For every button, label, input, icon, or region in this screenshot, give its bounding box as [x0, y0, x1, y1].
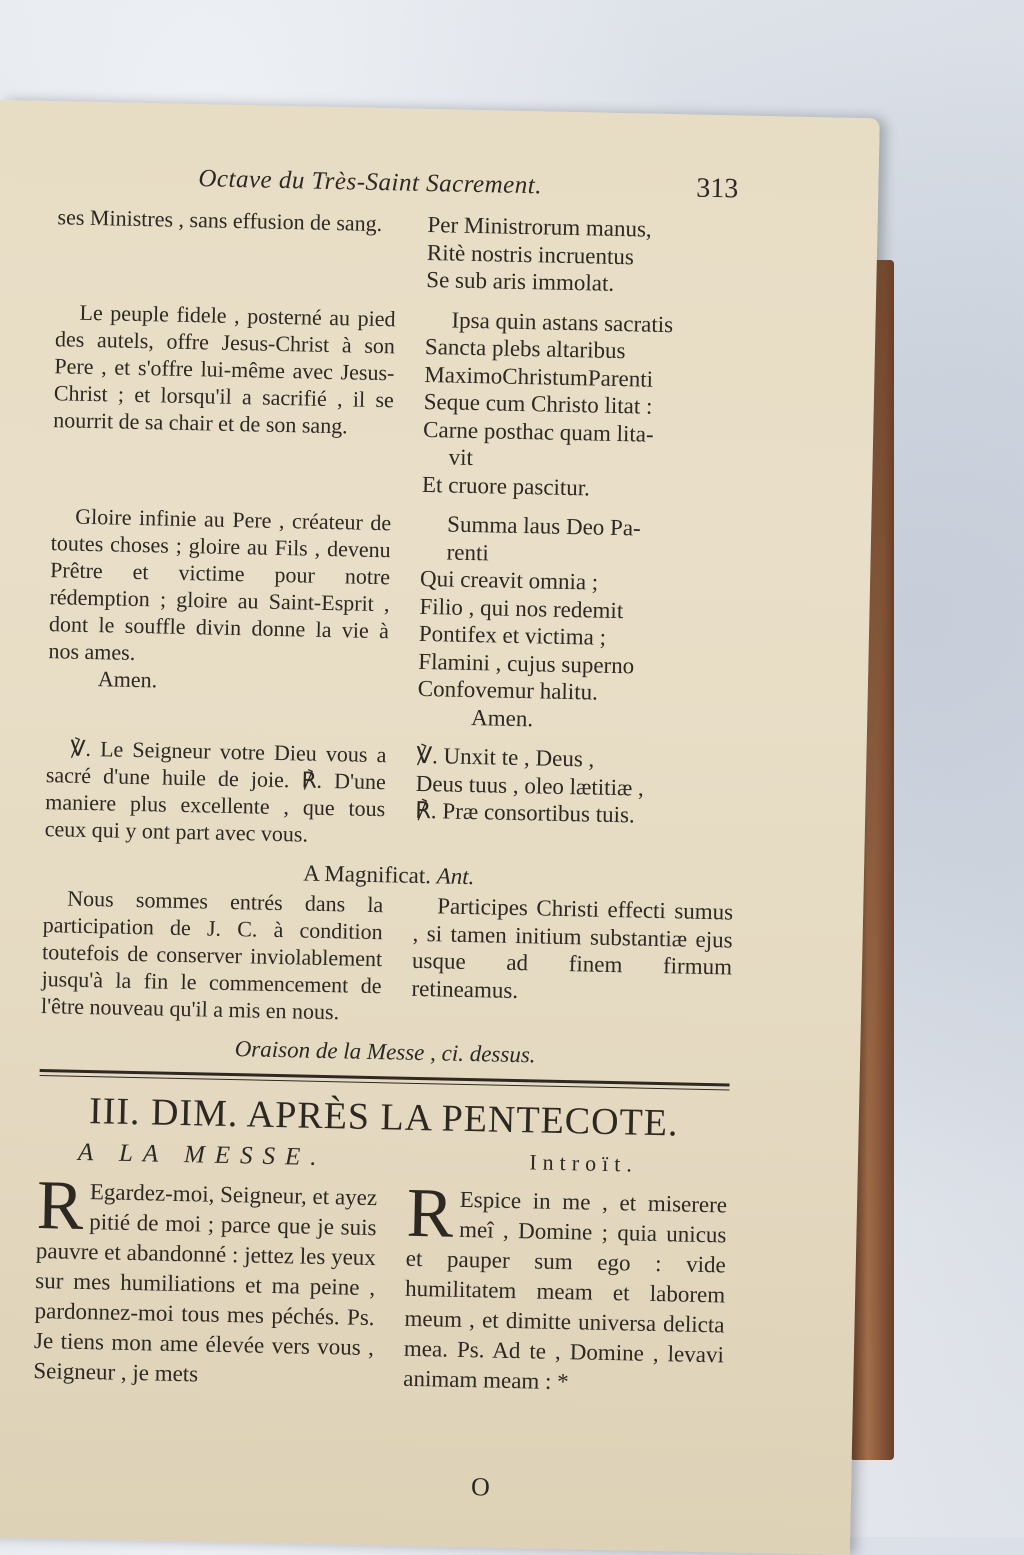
french-text: Le peuple fidele , posterné au pied des autels, offre Jesus-Christ à son Pere , et s'offre lui-même avec Jesus-Christ ; et lorsqu'il a sacrifié , il se nourrit de sa chair et de son sang. [53, 299, 396, 438]
french-text: ses Ministres , sans effusion de sang. [57, 204, 383, 237]
latin-column [411, 892, 734, 1034]
latin-column [414, 742, 736, 857]
latin-line: Ritè nostris incruentus [426, 239, 635, 269]
antiphon-label: Ant. [436, 863, 475, 890]
text-columns [33, 203, 748, 1412]
magnificat-label: A Magnificat. [303, 860, 432, 889]
latin-text: Espice in me , et miserere meî , Domine ; quia unicus et pauper sum ego : vide humilitatem meam et laborem meum , et dimitte universa delicta mea. Ps. Ad te , Domine , levavi animam meam : * [403, 1186, 728, 1395]
latin-line: Qui creavit omnia ; [419, 565, 599, 595]
verse-pair-3 [47, 502, 741, 736]
latin-amen: Amen. [470, 704, 534, 731]
french-amen: Amen. [97, 666, 158, 693]
french-text: Nous sommes entrés dans la participation de J. C. à condition toutefois de conserver inviolablement jusqu'à la fin le commencement de l'être nouveau qu'il a mis en nous. [40, 885, 384, 1025]
subheadings [38, 1138, 728, 1180]
latin-line: Sancta plebs altaribus [424, 333, 626, 364]
latin-line: Ipsa quin astans sacratis [451, 307, 674, 337]
drop-cap: R [405, 1174, 455, 1253]
latin-line: Et cruore pascitur. [421, 471, 591, 500]
page-number: 313 [695, 172, 739, 205]
latin-line: Flamini , cujus superno [418, 648, 635, 678]
running-head [198, 162, 739, 205]
latin-line: Filio , qui nos redemit [419, 593, 624, 623]
french-column [44, 734, 386, 849]
verse-pair-2 [52, 298, 746, 505]
latin-text: Participes Christi effecti sumus , si tamen initium substantiæ ejus usque ad finem firmum retineamus. [411, 893, 734, 1003]
verse-pair-4 [44, 734, 736, 856]
running-title: Octave du Très-Saint Sacrement. [198, 165, 543, 200]
latin-column [403, 1174, 728, 1401]
latin-line: MaximoChristumParenti [424, 361, 654, 392]
latin-line: ℟. Præ consortibus tuis. [414, 797, 635, 828]
latin-line: vit [448, 444, 474, 470]
latin-line: Se sub aris immolat. [426, 266, 615, 296]
french-column [52, 298, 396, 498]
oraison-line: Oraison de la Messe , ci. dessus. [234, 1036, 536, 1068]
latin-line: renti [446, 538, 490, 565]
latin-line: ℣. Unxit te , Deus , [416, 742, 595, 772]
latin-line: Summa laus Deo Pa- [446, 511, 642, 541]
latin-line: Carne posthac quam lita- [422, 416, 654, 447]
french-column [47, 502, 392, 729]
french-text: Egardez-moi, Seigneur, et ayez pitié de moi ; parce que je suis pauvre et abandonné : jettez les yeux sur mes humiliations et ma peine , pardonnez-moi tous mes péchés. Ps. Je tiens mon ame élevée vers vous , Seigneur , je mets [33, 1179, 378, 1387]
french-text: ℣. Le Seigneur votre Dieu vous a sacré d'une huile de joie. ℟. D'une maniere plus excellente , que tous ceux qui y ont part avec vous. [44, 735, 387, 847]
french-text: Gloire infinie au Pere , créateur de toutes choses ; gloire au Fils , devenu Prêtre et victime pour notre rédemption ; gloire au Saint-Esprit , dont le souffle divin donne la vie à nos ames. [48, 503, 392, 665]
drop-cap: R [36, 1167, 85, 1245]
sunday-title: III. DIM. APRÈS LA PENTECOTE. [88, 1090, 679, 1145]
french-column [33, 1167, 378, 1393]
latin-column [426, 211, 748, 300]
latin-column [417, 510, 742, 737]
french-column [56, 203, 398, 293]
verse-pair-1 [56, 203, 748, 300]
french-column [41, 884, 384, 1026]
latin-line: Seque cum Christo litat : [423, 388, 653, 419]
latin-line: Confovemur halitu. [417, 675, 599, 705]
latin-line: Pontifex et victima ; [418, 620, 607, 650]
introit-heading: Introït. [529, 1149, 639, 1177]
mass-heading: A LA MESSE. [77, 1138, 327, 1172]
verse-pair-5 [41, 884, 734, 1033]
latin-column [422, 305, 746, 504]
latin-line: Deus tuus , oleo lætitiæ , [415, 770, 645, 801]
signature-mark: O [470, 1472, 491, 1502]
book-page [0, 100, 880, 1555]
introit-pair [33, 1167, 728, 1400]
latin-line: Per Ministrorum manus, [427, 211, 652, 242]
